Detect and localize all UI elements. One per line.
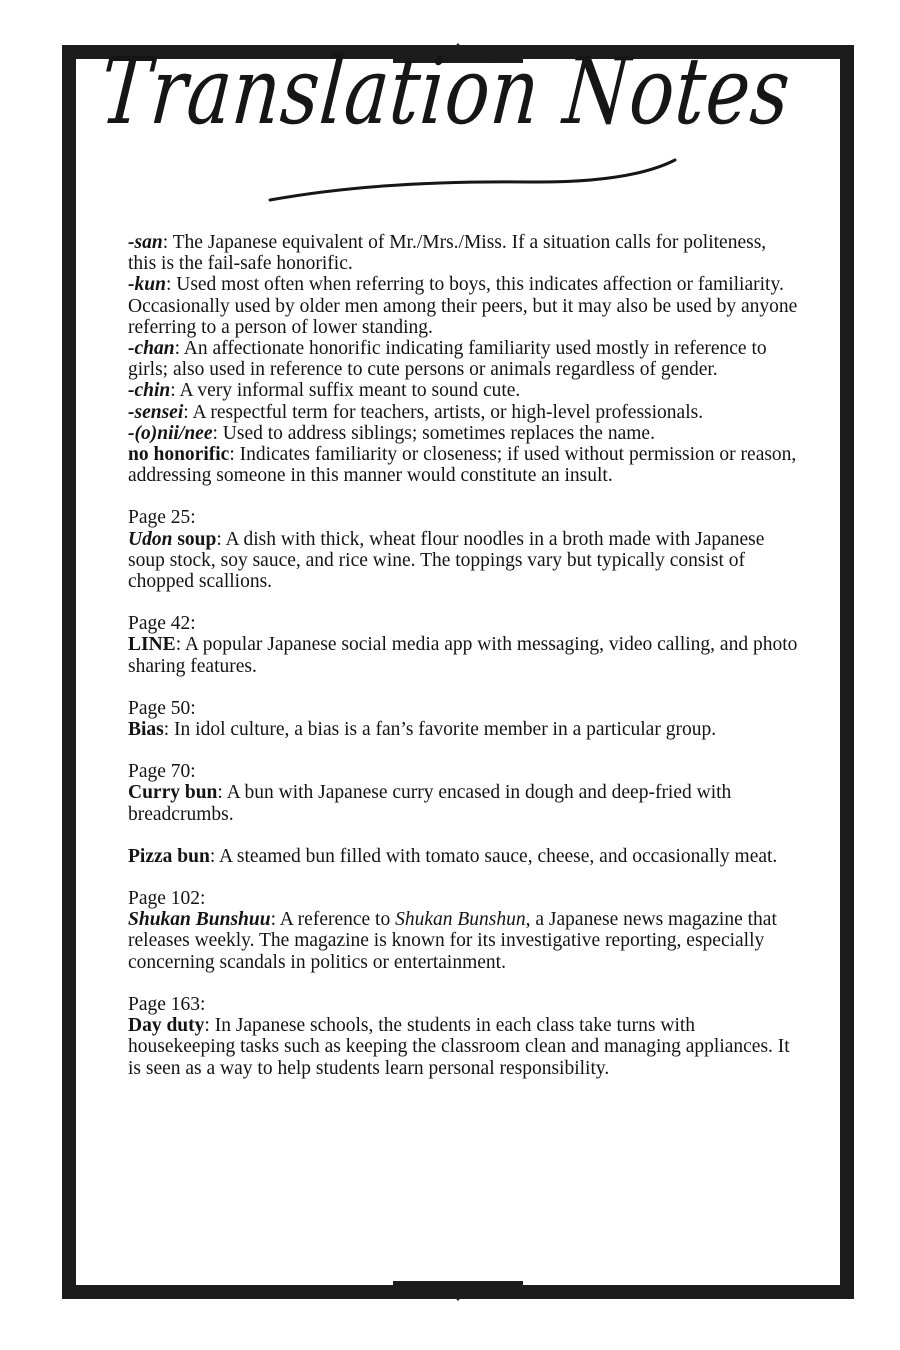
page-reference: Page 163: [128, 993, 206, 1015]
page-reference: Page 25: [128, 507, 196, 529]
honorific-definition: : An affectionate honorific indicating familiarity used mostly in reference to girls; also used in reference to cute persons or animals regardless of gender. [128, 338, 767, 381]
honorific-definition: : Used most often when referring to boys, this indicates affection or familiarity. Occasionally used by older men among their peers, but it may also be used by anyone referring to a person of lower standing. [128, 274, 798, 338]
honorific-entry [128, 338, 798, 380]
page-title: Translation Notes [96, 38, 795, 146]
note-definition: : A bun with Japanese curry encased in dough and deep-fried with breadcrumbs. [128, 782, 732, 825]
note-definition: : A dish with thick, wheat flour noodles in a broth made with Japanese soup stock, soy sauce, and rice wine. The toppings vary but typically consist of chopped scallions. [128, 528, 765, 593]
title-underline-swash-icon [230, 120, 690, 220]
page-reference: Page 70: [128, 761, 196, 783]
note-term: Curry bun [128, 782, 218, 804]
note-definition: : In Japanese schools, the students in each class take turns with housekeeping tasks such as keeping the classroom clean and managing appliances. It is seen as a way to help students learn personal responsibility. [128, 1015, 790, 1079]
honorific-term: -san [128, 232, 163, 253]
honorific-term: nii/nee [157, 422, 213, 444]
note-term: Bias [128, 719, 164, 741]
note-entry [128, 782, 798, 824]
translation-notes-body [128, 232, 798, 1079]
note-entry [128, 634, 798, 676]
note-entry [128, 1015, 798, 1079]
honorific-term: -kun [128, 274, 166, 296]
note-entry [128, 719, 798, 740]
note-term: Pizza bun [128, 845, 210, 867]
honorific-definition: : Used to address siblings; sometimes replaces the name. [212, 422, 655, 444]
bottom-ornament-icon [393, 1281, 523, 1303]
honorific-entry [128, 444, 798, 486]
honorific-term: no honorific [128, 444, 230, 466]
page-reference: Page 42: [128, 613, 196, 635]
note-term-italic: Udon [128, 528, 173, 550]
note-definition: : A steamed bun filled with tomato sauce, cheese, and occasionally meat. [209, 845, 778, 867]
honorific-definition: : Indicates familiarity or closeness; if used without permission or reason, addressing someone in this manner would constitute an insult. [128, 444, 797, 487]
honorific-definition: : A very informal suffix meant to sound cute. [170, 380, 521, 402]
page-reference: Page 50: [128, 697, 196, 719]
note-definition-title: Shukan Bunshun [395, 909, 526, 931]
note-term: LINE [128, 634, 176, 656]
honorific-term-prefix: -(o) [128, 422, 158, 444]
note-definition: : A popular Japanese social media app with messaging, video calling, and photo sharing features. [128, 634, 798, 677]
note-term: soup [172, 528, 217, 550]
honorific-term: -chan [128, 338, 175, 360]
honorific-definition: : The Japanese equivalent of Mr./Mrs./Miss. If a situation calls for politeness, this is the fail-safe honorific. [128, 232, 767, 275]
page-reference: Page 102: [128, 888, 206, 910]
honorific-term: -sensei [128, 401, 184, 423]
note-definition: : A reference to [270, 909, 396, 931]
note-entry [128, 529, 798, 593]
note-term: Day duty [128, 1015, 205, 1037]
note-term: Shukan Bunshuu [128, 909, 271, 931]
honorific-entry [128, 232, 798, 274]
note-entry [128, 909, 798, 973]
honorific-entry [128, 380, 798, 401]
honorific-term: -chin [128, 380, 171, 402]
note-definition: : In idol culture, a bias is a fan’s favorite member in a particular group. [163, 719, 717, 741]
note-entry [128, 846, 798, 867]
honorific-entry [128, 402, 798, 423]
honorific-definition: : A respectful term for teachers, artists, or high-level professionals. [183, 401, 704, 423]
honorific-entry [128, 274, 798, 338]
note-definition: , a Japanese news magazine that releases weekly. The magazine is known for its investigative reporting, especially concerning scandals in politics or entertainment. [128, 909, 777, 973]
honorific-entry [128, 423, 798, 444]
